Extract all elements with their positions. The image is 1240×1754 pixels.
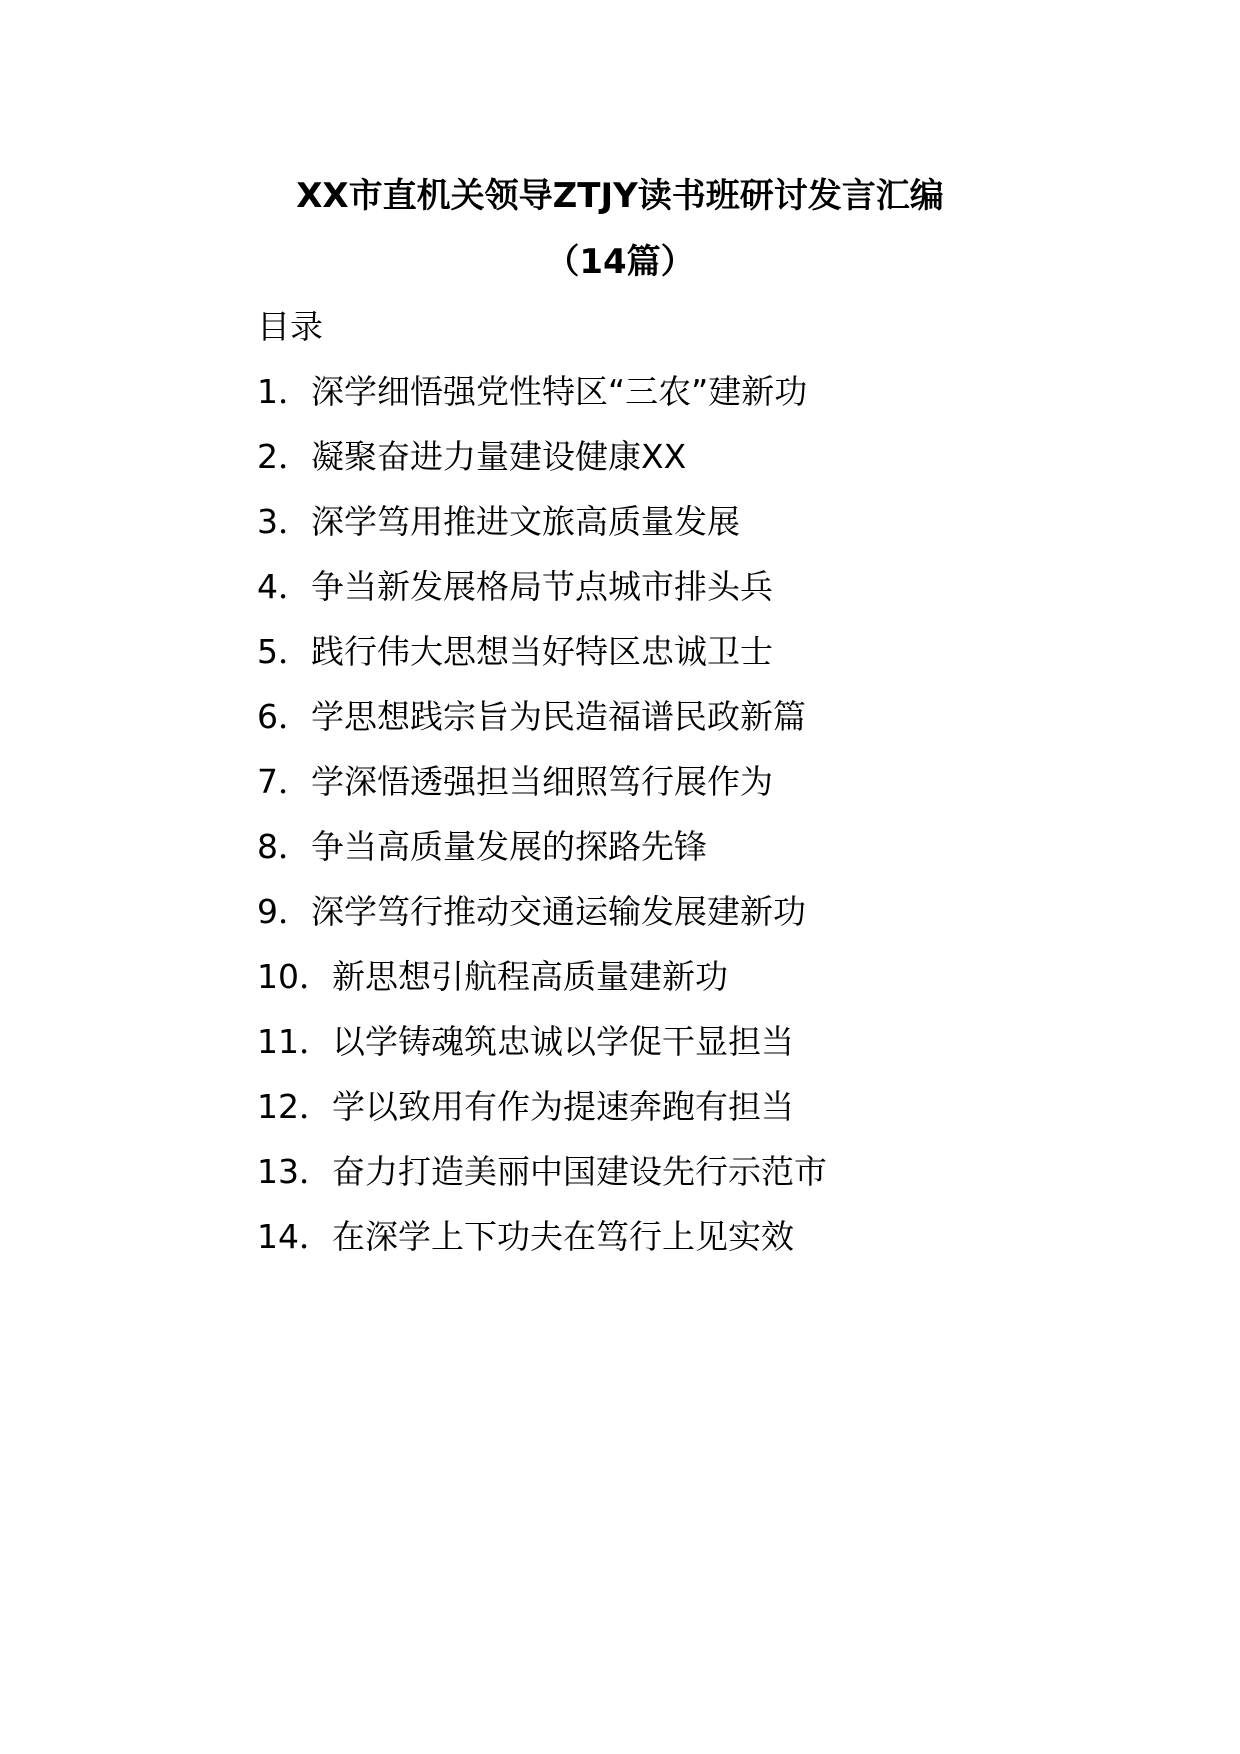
toc-item: 12．学以致用有作为提速奔跑有担当 [257, 1087, 794, 1126]
toc-item: 10．新思想引航程高质量建新功 [257, 957, 728, 996]
toc-item: 13．奋力打造美丽中国建设先行示范市 [257, 1152, 827, 1191]
toc-item: 9．深学笃行推动交通运输发展建新功 [257, 892, 806, 931]
toc-item: 8．争当高质量发展的探路先锋 [257, 827, 707, 866]
toc-item: 7．学深悟透强担当细照笃行展作为 [257, 762, 773, 801]
toc-item: 2．凝聚奋进力量建设健康XX [257, 437, 687, 476]
toc-item: 11．以学铸魂筑忠诚以学促干显担当 [257, 1022, 794, 1061]
document-title: XX市直机关领导ZTJY读书班研讨发言汇编 [296, 176, 944, 216]
toc-list [257, 370, 827, 1280]
toc-item: 3．深学笃用推进文旅高质量发展 [257, 502, 740, 541]
toc-item: 6．学思想践宗旨为民造福谱民政新篇 [257, 697, 806, 736]
toc-item: 1．深学细悟强党性特区“三农”建新功 [257, 372, 808, 411]
toc-item: 5．践行伟大思想当好特区忠诚卫士 [257, 632, 773, 671]
toc-item: 14．在深学上下功夫在笃行上见实效 [257, 1217, 794, 1256]
toc-item: 4．争当新发展格局节点城市排头兵 [257, 567, 773, 606]
toc-heading: 目录 [257, 307, 323, 346]
document-subtitle: （14篇） [545, 242, 695, 282]
